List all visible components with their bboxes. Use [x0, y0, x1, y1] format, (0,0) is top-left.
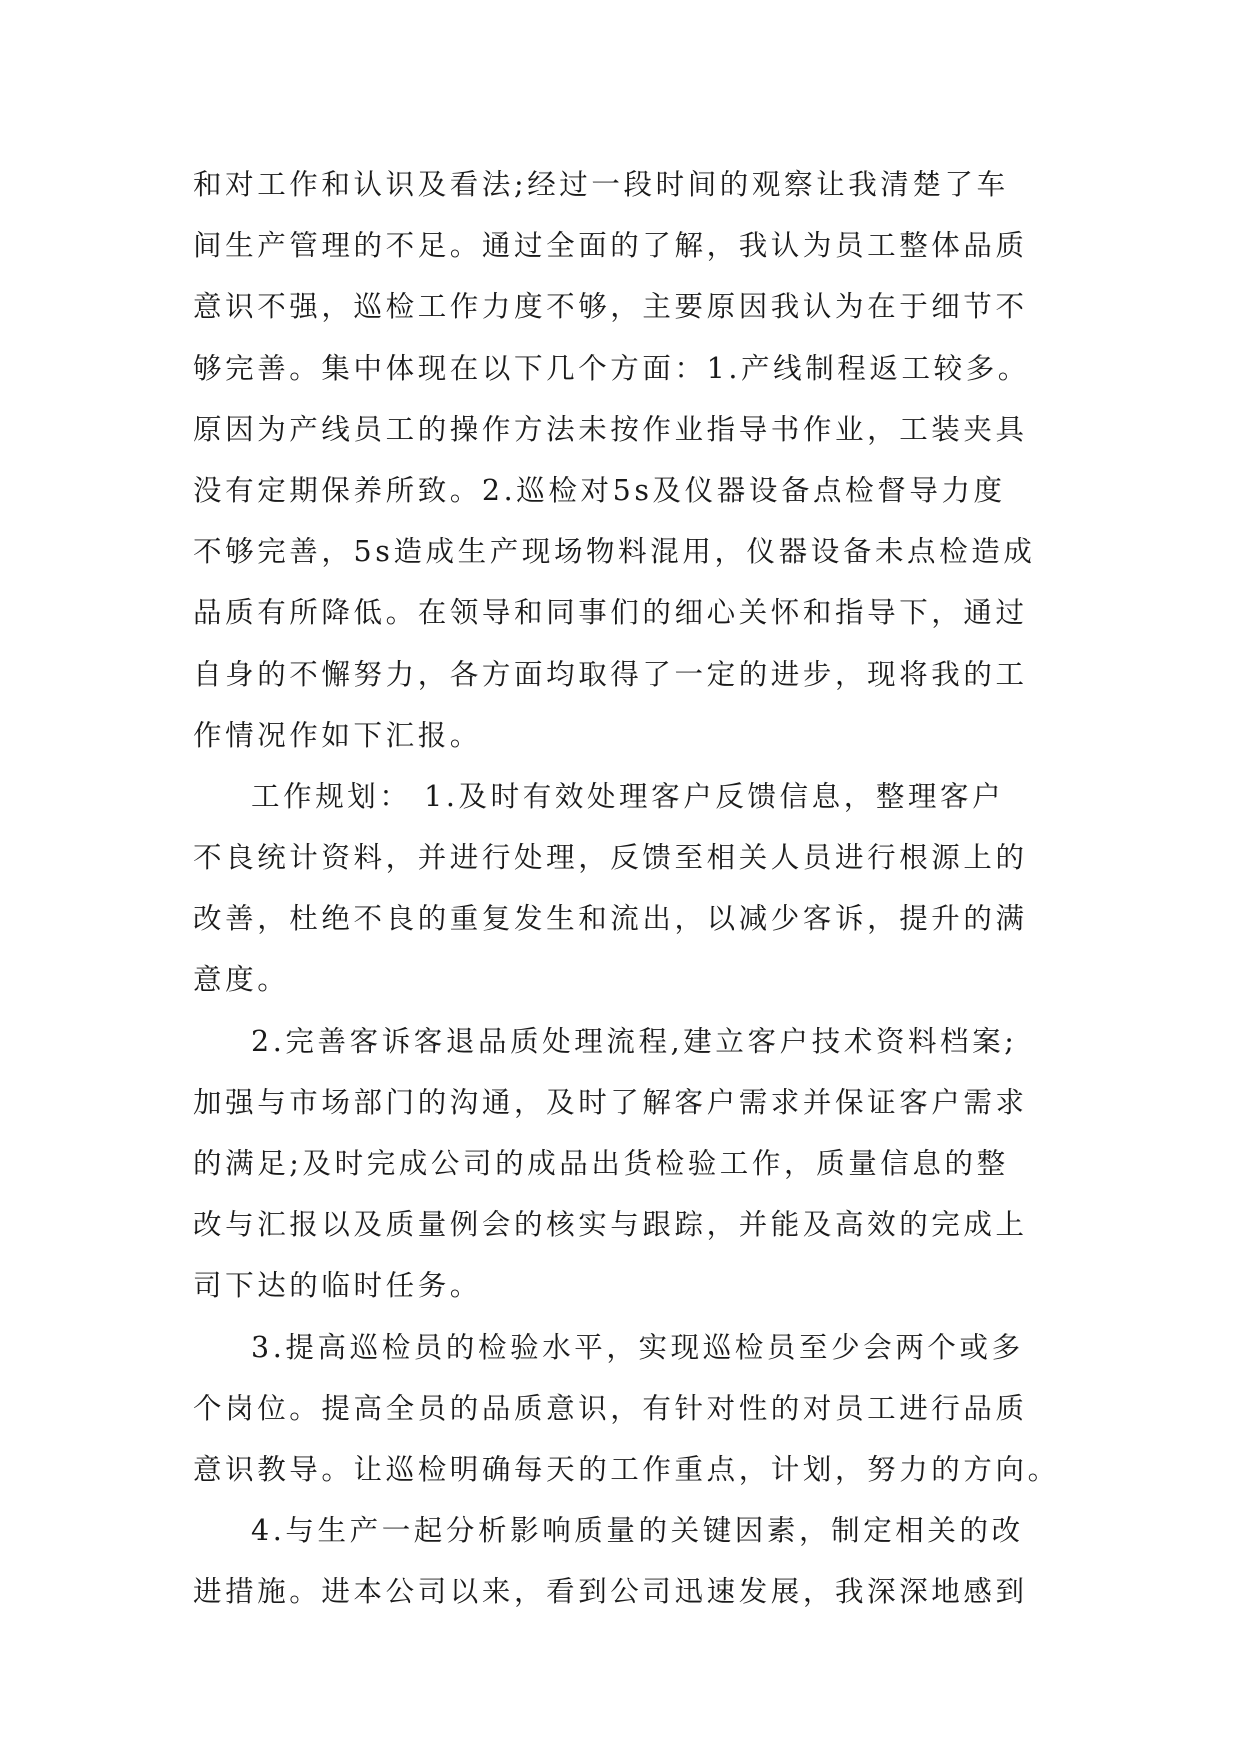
text-line: 进措施。进本公司以来，看到公司迅速发展，我深深地感到	[193, 1575, 1028, 1609]
text-line: 够完善。集中体现在以下几个方面：1.产线制程返工较多。	[193, 351, 1030, 385]
text-line: 改善，杜绝不良的重复发生和流出，以减少客诉，提升的满	[193, 902, 1028, 936]
paragraph-start-item-3: 3.提高巡检员的检验水平，实现巡检员至少会两个或多	[251, 1330, 1024, 1364]
text-line: 意度。	[193, 963, 290, 997]
text-line: 个岗位。提高全员的品质意识，有针对性的对员工进行品质	[193, 1391, 1028, 1425]
paragraph-start-work-plan: 工作规划： 1.及时有效处理客户反馈信息，整理客户	[251, 779, 1005, 813]
text-line: 作情况作如下汇报。	[193, 718, 482, 752]
text-line: 不良统计资料，并进行处理，反馈至相关人员进行根源上的	[193, 841, 1028, 875]
text-line: 意识不强，巡检工作力度不够，主要原因我认为在于细节不	[193, 290, 1028, 324]
paragraph-start-item-4: 4.与生产一起分析影响质量的关键因素，制定相关的改	[251, 1514, 1024, 1548]
paragraph-start-item-2: 2.完善客诉客退品质处理流程,建立客户技术资料档案;	[251, 1024, 1018, 1058]
text-line: 改与汇报以及质量例会的核实与跟踪，并能及高效的完成上	[193, 1208, 1028, 1242]
text-line: 品质有所降低。在领导和同事们的细心关怀和指导下，通过	[193, 596, 1028, 630]
text-line: 不够完善，5s造成生产现场物料混用，仪器设备未点检造成	[193, 535, 1036, 569]
text-line: 间生产管理的不足。通过全面的了解，我认为员工整体品质	[193, 229, 1028, 263]
text-line: 没有定期保养所致。2.巡检对5s及仪器设备点检督导力度	[193, 473, 1006, 507]
text-line: 司下达的临时任务。	[193, 1269, 482, 1303]
document-body	[193, 160, 1063, 1629]
text-line: 意识教导。让巡检明确每天的工作重点，计划，努力的方向。	[193, 1452, 1060, 1486]
text-line: 自身的不懈努力，各方面均取得了一定的进步，现将我的工	[193, 657, 1028, 691]
text-line: 和对工作和认识及看法;经过一段时间的观察让我清楚了车	[193, 168, 1009, 201]
text-line: 原因为产线员工的操作方法未按作业指导书作业，工装夹具	[193, 412, 1028, 446]
text-line: 的满足;及时完成公司的成品出货检验工作，质量信息的整	[193, 1147, 1009, 1180]
text-line: 加强与市场部门的沟通，及时了解客户需求并保证客户需求	[193, 1085, 1028, 1119]
